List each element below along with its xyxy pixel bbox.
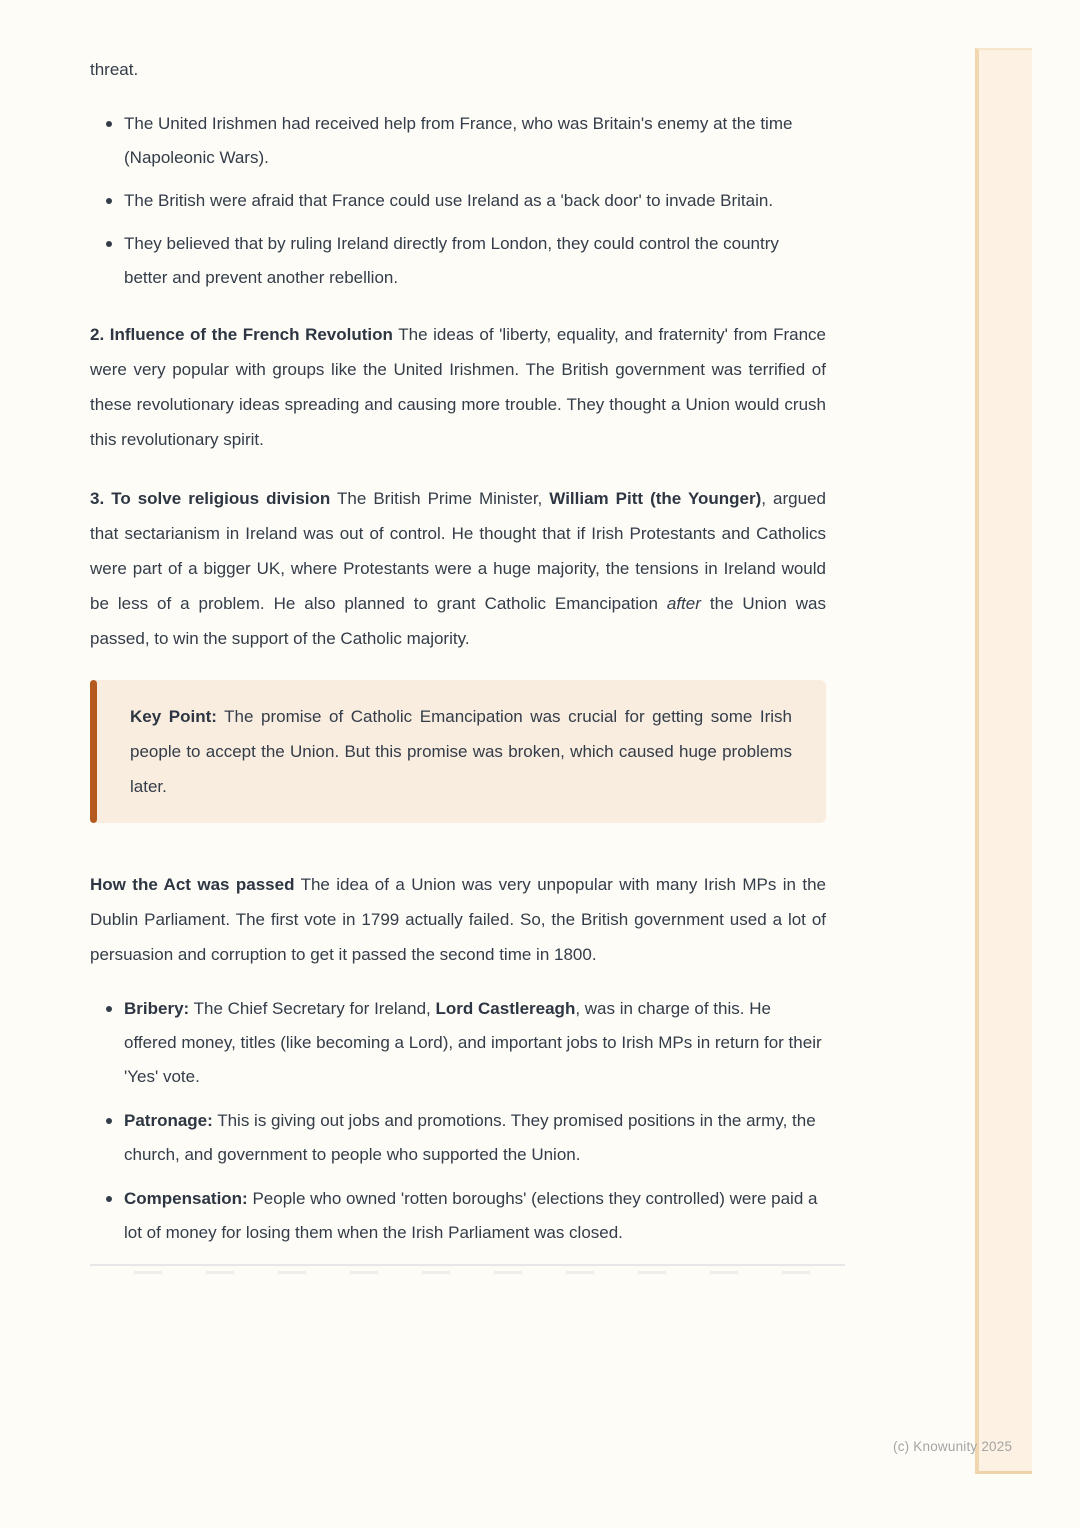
paragraph-fragment: threat. bbox=[90, 60, 139, 79]
key-point-text bbox=[130, 699, 792, 804]
next-page-edge bbox=[975, 48, 1032, 1474]
list-item bbox=[90, 1182, 826, 1250]
bullet-list-reasons bbox=[90, 107, 826, 295]
section-2-paragraph bbox=[90, 317, 826, 457]
section-3-body: The British Prime Minister, bbox=[337, 489, 543, 508]
section-2-body: The ideas of 'liberty, equality, and fraternity' from France were very popular with groups like the United Irishmen. The British government was terrified of these revolutionary ideas spreading and causing more trouble. They thought a Union would crush this revolutionary spirit. bbox=[90, 325, 826, 449]
cutoff-content-hint bbox=[90, 1271, 826, 1274]
list-item bbox=[90, 1104, 826, 1172]
list-item-text: The Chief Secretary for Ireland, bbox=[193, 999, 431, 1018]
section-3-paragraph bbox=[90, 481, 826, 656]
section-4-paragraph bbox=[90, 867, 826, 972]
list-item-text: The United Irishmen had received help from France, who was Britain's enemy at the time (Napoleonic Wars). bbox=[124, 114, 793, 167]
list-item-text: , was in charge of this. He offered money, titles (like becoming a Lord), and important jobs to Irish MPs in return for their 'Yes' vote. bbox=[124, 999, 822, 1086]
list-item-label: Patronage: bbox=[124, 1111, 213, 1130]
bullet-list-methods bbox=[90, 992, 826, 1250]
list-item bbox=[90, 107, 826, 175]
section-2-heading: 2. Influence of the French Revolution bbox=[90, 325, 393, 344]
list-item-text: People who owned 'rotten boroughs' (elections they controlled) were paid a lot of money for losing them when the Irish Parliament was closed. bbox=[124, 1189, 818, 1242]
callout-accent-bar bbox=[90, 680, 97, 823]
document-content bbox=[90, 0, 826, 1274]
section-4-body: The idea of a Union was very unpopular with many Irish MPs in the Dublin Parliament. The first vote in 1799 actually failed. So, the British government used a lot of persuasion and corruption to get it passed the second time in 1800. bbox=[90, 875, 826, 964]
list-item-label: Compensation: bbox=[124, 1189, 248, 1208]
list-item-bold-name: Lord Castlereagh bbox=[435, 999, 576, 1018]
list-item-label: Bribery: bbox=[124, 999, 190, 1018]
list-item-text: This is giving out jobs and promotions. They promised positions in the army, the church, and government to people who supported the Union. bbox=[124, 1111, 816, 1164]
list-item bbox=[90, 992, 826, 1094]
section-divider bbox=[90, 1264, 845, 1266]
section-3-body: , argued that sectarianism in Ireland was out of control. He thought that if Irish Protestants and Catholics were part of a bigger UK, where Protestants were a huge majority, the tensions in Ireland would be less of a problem. He also planned to grant Catholic Emancipation bbox=[90, 489, 826, 613]
section-3-body: the Union was passed, to win the support of the Catholic majority. bbox=[90, 594, 826, 648]
list-item bbox=[90, 184, 826, 218]
list-item-text: They believed that by ruling Ireland directly from London, they could control the country better and prevent another rebellion. bbox=[124, 234, 779, 287]
list-item bbox=[90, 227, 826, 295]
section-3-heading: 3. To solve religious division bbox=[90, 489, 331, 508]
copyright-watermark: (c) Knowunity 2025 bbox=[893, 1439, 1013, 1454]
key-point-label: Key Point: bbox=[130, 707, 217, 726]
key-point-callout bbox=[90, 680, 826, 823]
section-4-heading: How the Act was passed bbox=[90, 875, 295, 894]
key-point-body: The promise of Catholic Emancipation was crucial for getting some Irish people to accept the Union. But this promise was broken, which caused huge problems later. bbox=[130, 707, 792, 796]
list-item-text: The British were afraid that France could use Ireland as a 'back door' to invade Britain. bbox=[124, 191, 774, 210]
section-3-italic-word: after bbox=[666, 594, 701, 613]
section-3-bold-name: William Pitt (the Younger) bbox=[549, 489, 762, 508]
